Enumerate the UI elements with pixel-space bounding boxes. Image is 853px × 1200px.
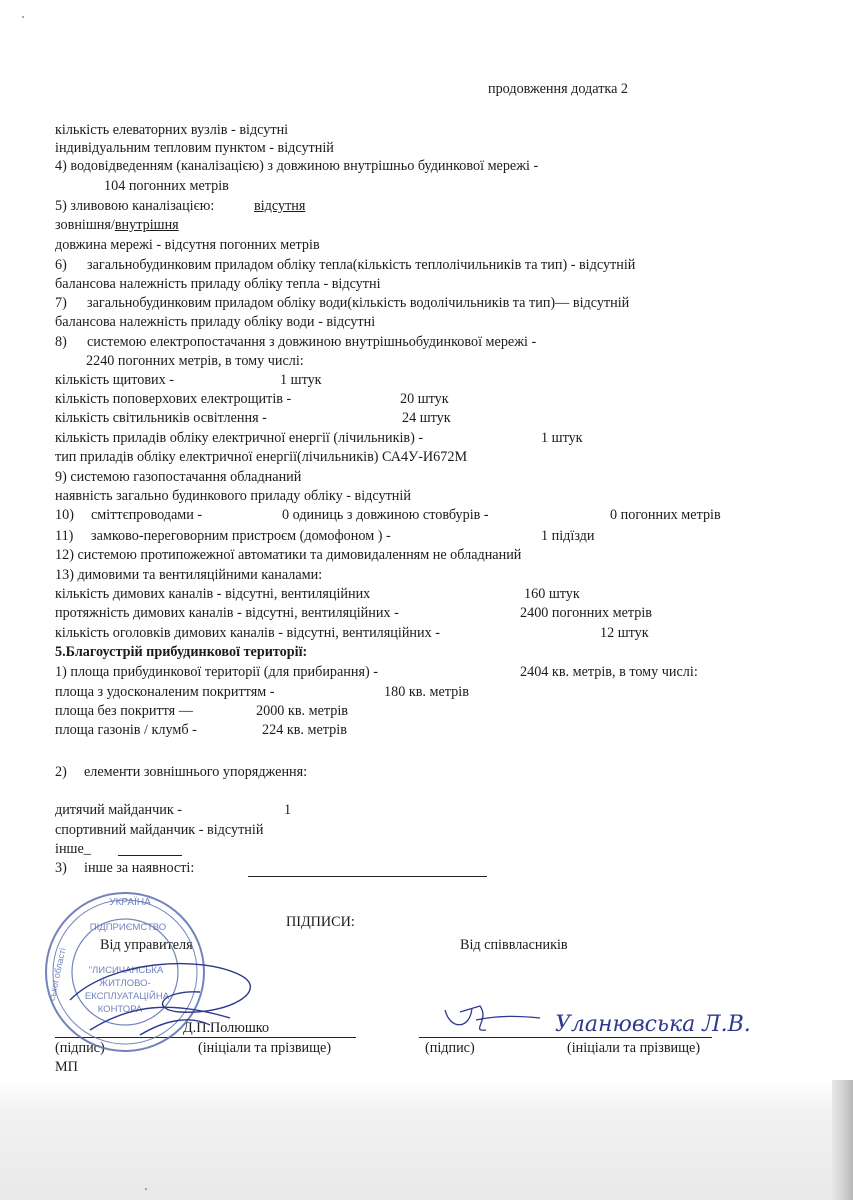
scan-edge [832, 1080, 853, 1200]
value: 24 штук [402, 410, 451, 426]
text-line: спортивний майданчик - відсутній [55, 822, 264, 838]
text-line: 4) водовідведенням (каналізацією) з довжиною внутрішньо будинкової мережі - [55, 158, 539, 174]
caption: (ініціали та прізвище) [198, 1040, 332, 1056]
list-number: 11) [55, 528, 74, 544]
value: 1 підїзди [541, 528, 595, 544]
text-line: 104 погонних метрів [104, 178, 229, 194]
manager-name: Д.П.Полюшко [183, 1020, 270, 1036]
text-line: дитячий майданчик - [55, 802, 182, 818]
text-line: системою електропостачання з довжиною внутрішньобудинкової мережі - [87, 334, 537, 350]
text-line: довжина мережі - відсутня погонних метрів [55, 237, 320, 253]
text-line: індивідуальним тепловим пунктом - відсутній [55, 140, 334, 156]
caption: (ініціали та прізвище) [567, 1040, 701, 1056]
text-line: 5) зливовою каналізацією: [55, 198, 215, 214]
value: 160 штук [524, 586, 580, 602]
svg-text:УКРАЇНА: УКРАЇНА [109, 897, 151, 908]
stamp-place-label: МП [55, 1059, 78, 1075]
svg-text:ської області: ської області [46, 946, 68, 1002]
section-title: 5.Благоустрій прибудинкової території: [55, 644, 308, 660]
value: 2400 погонних метрів [520, 605, 652, 621]
text-line: наявність загально будинкового приладу обліку - відсутній [55, 488, 411, 504]
text-line: протяжність димових каналів - відсутні, вентиляційних - [55, 605, 399, 621]
text-line: загальнобудинковим приладом обліку води(кількість водолічильників та тип)— відсутній [87, 295, 630, 311]
list-number: 8) [55, 334, 67, 350]
text-line: кількість оголовків димових каналів - відсутні, вентиляційних - [55, 625, 440, 641]
continuation-note: продовження додатка 2 [488, 81, 629, 97]
storm-type: зовнішня/внутрішня [55, 217, 179, 233]
stamp-text [47, 896, 170, 1015]
svg-text:КОНТОРА: КОНТОРА [97, 1004, 143, 1015]
text-line: загальнобудинковим приладом обліку тепла(кількість теплолічильників та тип) - відсутній [87, 257, 636, 273]
owners-heading: Від співвласників [460, 937, 568, 953]
text-line: інше_ [55, 841, 91, 857]
value: 180 кв. метрів [384, 684, 469, 700]
svg-text:ЕКСПЛУАТАЦІЙНА: ЕКСПЛУАТАЦІЙНА [84, 991, 170, 1002]
text-line: інше за наявності: [84, 860, 195, 876]
owner-handwritten-name: Уланювська Л.В. [555, 1012, 751, 1037]
caption: (підпис) [425, 1040, 475, 1056]
text-line: балансова належність приладу обліку води - відсутні [55, 314, 376, 330]
text-line: 9) системою газопостачання обладнаний [55, 469, 302, 485]
list-number: 2) [55, 764, 67, 780]
signatures-title: ПІДПИСИ: [286, 914, 355, 930]
scan-speck [145, 1188, 147, 1190]
text-line: 13) димовими та вентиляційними каналами: [55, 567, 323, 583]
text-line: сміттєпроводами - [91, 507, 203, 523]
text-line: замково-переговорним пристроєм (домофоном ) - [91, 528, 391, 544]
value: 0 погонних метрів [610, 507, 721, 523]
list-number: 7) [55, 295, 67, 311]
value: 20 штук [400, 391, 449, 407]
scan-speck [22, 16, 24, 18]
text-line: кількість елеваторних вузлів - відсутні [55, 122, 289, 138]
text-line: кількість світильників освітлення - [55, 410, 267, 426]
text-line: кількість димових каналів - відсутні, вентиляційних [55, 586, 371, 602]
text-line: кількість поповерхових електрощитів - [55, 391, 292, 407]
text-line: 12) системою протипожежної автоматики та димовидаленням не обладнаний [55, 547, 522, 563]
text-line: 1) площа прибудинкової території (для прибирання) - [55, 664, 379, 680]
scan-shadow [0, 1080, 853, 1200]
list-number: 6) [55, 257, 67, 273]
value: 224 кв. метрів [262, 722, 347, 738]
owner-signature [445, 1006, 540, 1030]
svg-text:ЖИТЛОВО-: ЖИТЛОВО- [99, 978, 151, 989]
svg-text:ПІДПРИЄМСТВО: ПІДПРИЄМСТВО [89, 922, 167, 933]
text-line: кількість приладів обліку електричної енергії (лічильників) - [55, 430, 424, 446]
text-line: тип приладів обліку електричної енергії(лічильників) СА4У-И672М [55, 449, 468, 465]
text-line: кількість щитових - [55, 372, 175, 388]
text-line: площа без покриття — [55, 703, 193, 719]
text-line: балансова належність приладу обліку тепла - відсутні [55, 276, 381, 292]
value: 2404 кв. метрів, в тому числі: [520, 664, 698, 680]
value: 2000 кв. метрів [256, 703, 348, 719]
value: 1 штук [280, 372, 322, 388]
text-line: площа газонів / клумб - [55, 722, 197, 738]
text-line: елементи зовнішнього упорядження: [84, 764, 308, 780]
caption: (підпис) [55, 1040, 105, 1056]
value: 1 [284, 802, 292, 818]
list-number: 10) [55, 507, 74, 523]
list-number: 3) [55, 860, 67, 876]
svg-text:"ЛИСИЧАНСЬКА: "ЛИСИЧАНСЬКА [88, 965, 164, 976]
value: 1 штук [541, 430, 583, 446]
text-line: площа з удосконаленим покриттям - [55, 684, 275, 700]
text-line: 0 одиниць з довжиною стовбурів - [282, 507, 489, 523]
value: 12 штук [600, 625, 649, 641]
storm-value: відсутня [254, 198, 306, 214]
manager-heading: Від управителя [100, 937, 193, 953]
text-line: 2240 погонних метрів, в тому числі: [86, 353, 304, 369]
